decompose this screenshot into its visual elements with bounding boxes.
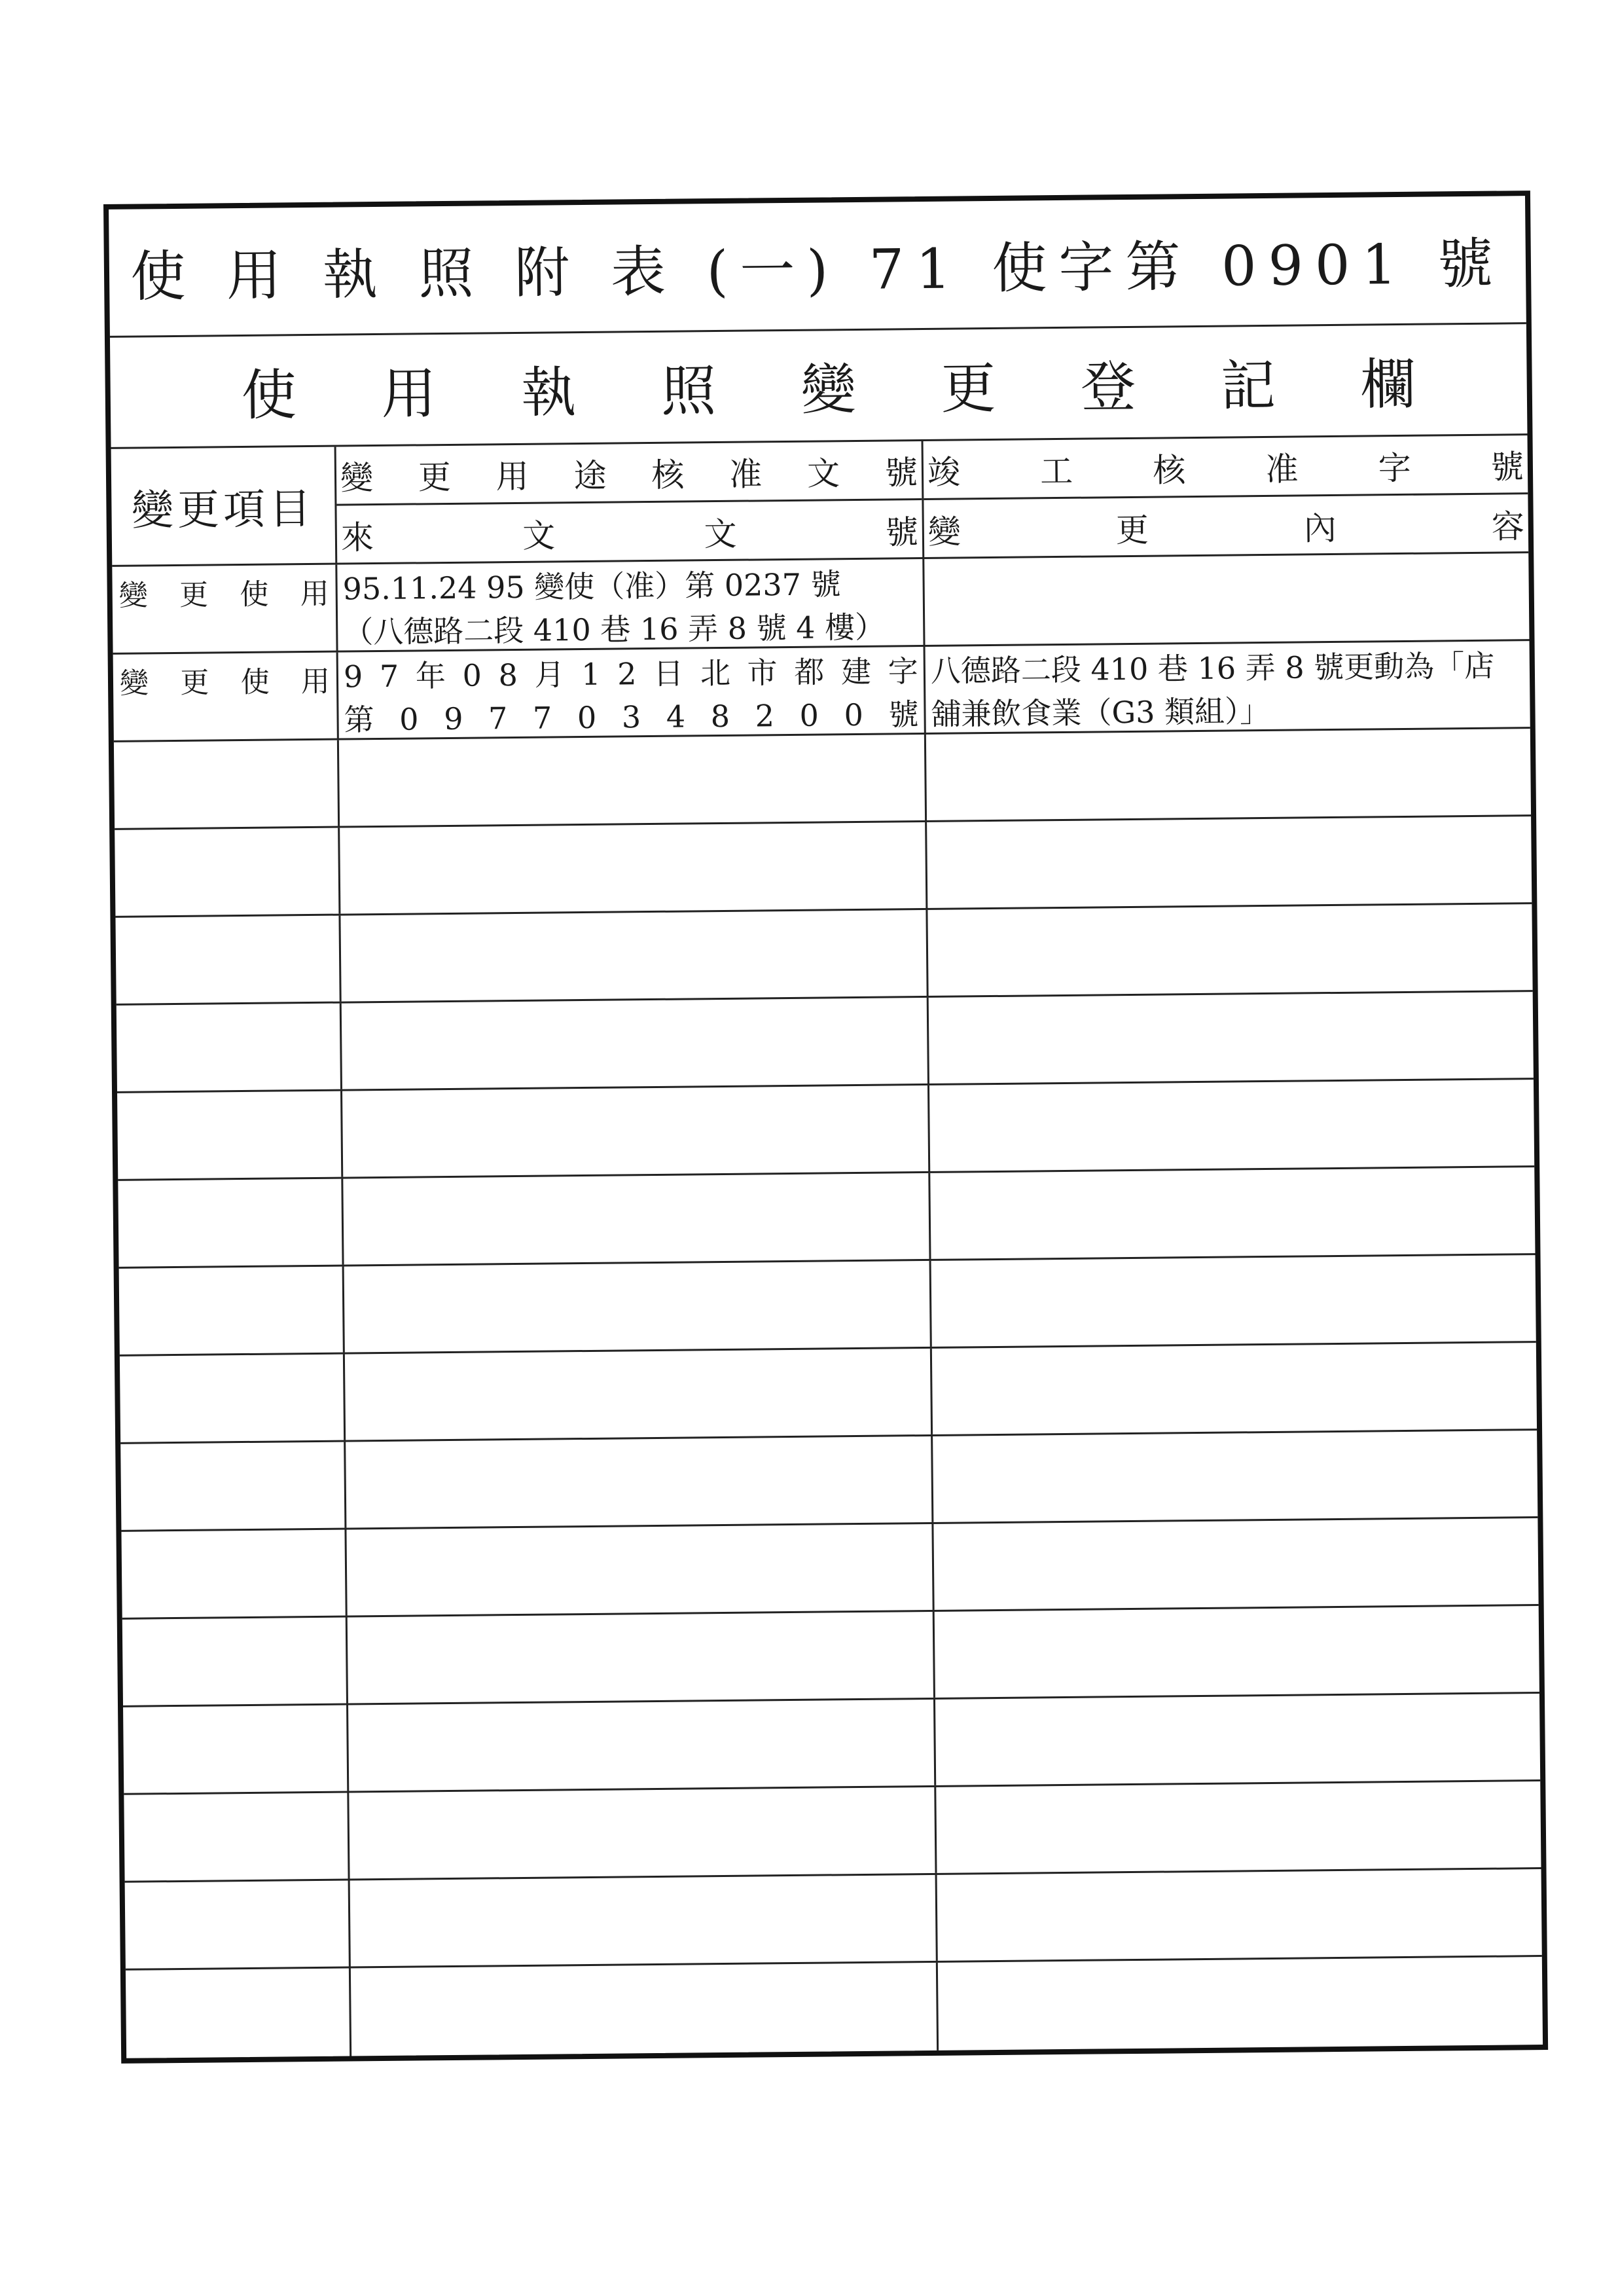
row-change-content (933, 1430, 1537, 1522)
table-row-empty (122, 1606, 1539, 1707)
header-char: 內 (1303, 509, 1337, 548)
header-char: 號 (884, 453, 918, 492)
header-change-item-label: 變更項目 (131, 484, 315, 536)
table-row-empty (126, 1957, 1543, 2058)
row-approval-doc (346, 1524, 934, 1616)
header-char: 准 (728, 454, 763, 494)
item-char: 變 (118, 579, 148, 613)
row-change-item (112, 565, 338, 653)
header-char: 竣 (927, 452, 961, 492)
header-char: 變 (927, 513, 962, 551)
row-change-item (117, 1004, 342, 1091)
header-char: 文 (806, 454, 840, 493)
row-change-item (126, 1968, 351, 2058)
row-approval-doc (344, 1261, 932, 1353)
row-change-item (124, 1793, 350, 1881)
item-char: 使 (240, 577, 269, 612)
row-change-item (120, 1355, 346, 1442)
table-row-empty (123, 1694, 1540, 1795)
row-change-item (123, 1705, 349, 1793)
change-content-line: 八德路二段 410 巷 16 弄 8 號更動為「店 (930, 647, 1495, 689)
row-change-content (937, 1869, 1542, 1961)
row-change-item (114, 740, 340, 828)
row-change-content (929, 992, 1534, 1084)
table-row-empty (115, 816, 1532, 918)
row-approval-doc (338, 647, 926, 738)
row-approval-doc (348, 1612, 935, 1704)
header-char: 字 (1378, 448, 1411, 487)
row-change-item (113, 653, 339, 740)
table-row (113, 641, 1530, 742)
row-change-content (936, 1781, 1541, 1873)
subtitle-char: 記 (1220, 353, 1276, 418)
header-char: 用 (495, 457, 529, 496)
table-row-empty (117, 1080, 1534, 1181)
table-row-empty (119, 1255, 1536, 1357)
row-approval-doc (345, 1349, 933, 1440)
row-approval-doc (349, 1787, 937, 1879)
row-change-content (929, 1080, 1534, 1171)
table-row-empty (125, 1869, 1542, 1971)
form-title-text: 使 用 執 照 附 表 (一) 71 使字第 0901 號 (130, 231, 1505, 309)
header-char: 號 (1490, 447, 1524, 486)
row-change-item (125, 1881, 351, 1969)
row-approval-doc (337, 559, 925, 651)
form-title (109, 196, 1526, 338)
row-change-content (935, 1606, 1539, 1698)
subtitle-char: 欄 (1360, 352, 1416, 417)
header-char: 號 (885, 513, 919, 552)
item-char: 使 (240, 665, 270, 700)
row-change-content (924, 553, 1529, 645)
row-change-item (122, 1618, 348, 1705)
row-change-item (118, 1179, 344, 1267)
row-approval-doc (343, 1173, 931, 1265)
row-approval-doc (350, 1875, 938, 1967)
table-row-empty (115, 904, 1532, 1006)
subtitle-char: 執 (520, 360, 577, 425)
header-char: 核 (1153, 450, 1186, 490)
header-char: 文 (522, 517, 556, 555)
table-row-empty (120, 1343, 1537, 1444)
row-change-content (932, 1343, 1537, 1434)
header-char: 來 (340, 519, 374, 557)
header-char: 更 (1115, 511, 1149, 550)
subtitle-char: 使 (241, 363, 297, 428)
row-approval-doc (351, 1963, 939, 2056)
row-approval-doc (342, 998, 929, 1089)
row-change-content (931, 1255, 1536, 1347)
row-change-item (117, 1091, 343, 1179)
header-char: 准 (1265, 449, 1299, 488)
subtitle-char: 更 (940, 355, 996, 421)
row-change-content (927, 904, 1532, 996)
header-completion-top (924, 435, 1528, 500)
row-approval-doc (340, 822, 927, 914)
row-change-content (938, 1957, 1543, 2050)
item-char: 用 (300, 577, 329, 611)
subtitle-char: 變 (800, 357, 857, 422)
table-row-empty (114, 729, 1531, 830)
header-completion (924, 435, 1529, 557)
subtitle-char: 登 (1080, 354, 1136, 420)
row-approval-doc (348, 1700, 936, 1791)
header-change-item (111, 447, 338, 565)
approval-doc-line: 第 0 9 7 7 0 3 4 8 2 0 0 號 (344, 697, 919, 738)
row-approval-doc (342, 1085, 930, 1177)
item-char: 變 (119, 666, 149, 701)
row-change-content (935, 1694, 1540, 1785)
item-char: 更 (180, 666, 209, 700)
table-row-empty (117, 992, 1534, 1093)
row-approval-doc (339, 735, 927, 826)
item-char: 用 (300, 665, 331, 699)
item-char: 更 (179, 578, 209, 612)
header-approval-doc-bottom (336, 500, 922, 563)
row-approval-doc (346, 1436, 933, 1528)
change-content-line: 舖兼飲食業（G3 類組）」 (931, 693, 1270, 732)
header-char: 容 (1491, 507, 1525, 546)
header-approval-doc-top (336, 441, 922, 506)
row-change-content (926, 729, 1531, 820)
row-change-item (120, 1442, 346, 1530)
header-char: 工 (1039, 452, 1073, 490)
row-change-content (930, 1167, 1535, 1259)
table-row-empty (121, 1518, 1538, 1620)
header-completion-bottom (924, 494, 1528, 557)
row-change-item (115, 828, 340, 916)
subtitle-char: 用 (381, 361, 437, 426)
table-row-empty (118, 1167, 1535, 1269)
table-row (112, 553, 1529, 655)
row-change-content (926, 641, 1530, 733)
header-char: 文 (704, 515, 737, 554)
header-char: 更 (418, 458, 452, 496)
form-subtitle (110, 324, 1528, 449)
table-row-empty (120, 1430, 1537, 1532)
header-char: 途 (573, 456, 607, 495)
license-appendix-form (103, 191, 1548, 2064)
row-change-item (121, 1530, 347, 1618)
row-change-content (933, 1518, 1538, 1610)
row-approval-doc (340, 910, 928, 1002)
row-change-content (927, 816, 1532, 908)
header-char: 核 (651, 456, 685, 494)
row-change-item (115, 916, 341, 1004)
header-char: 變 (340, 458, 374, 498)
row-change-item (119, 1267, 345, 1355)
table-header (111, 435, 1529, 567)
header-approval-doc (336, 441, 925, 563)
approval-doc-line: 95.11.24 95 變使（准）第 0237 號 (342, 566, 841, 607)
subtitle-char: 照 (660, 359, 717, 424)
approval-doc-line: （八德路二段 410 巷 16 弄 8 號 4 樓） (343, 609, 886, 650)
table-row-empty (124, 1781, 1541, 1883)
approval-doc-line: 9 7 年 0 8 月 1 2 日 北 市 都 建 字 (343, 653, 918, 695)
